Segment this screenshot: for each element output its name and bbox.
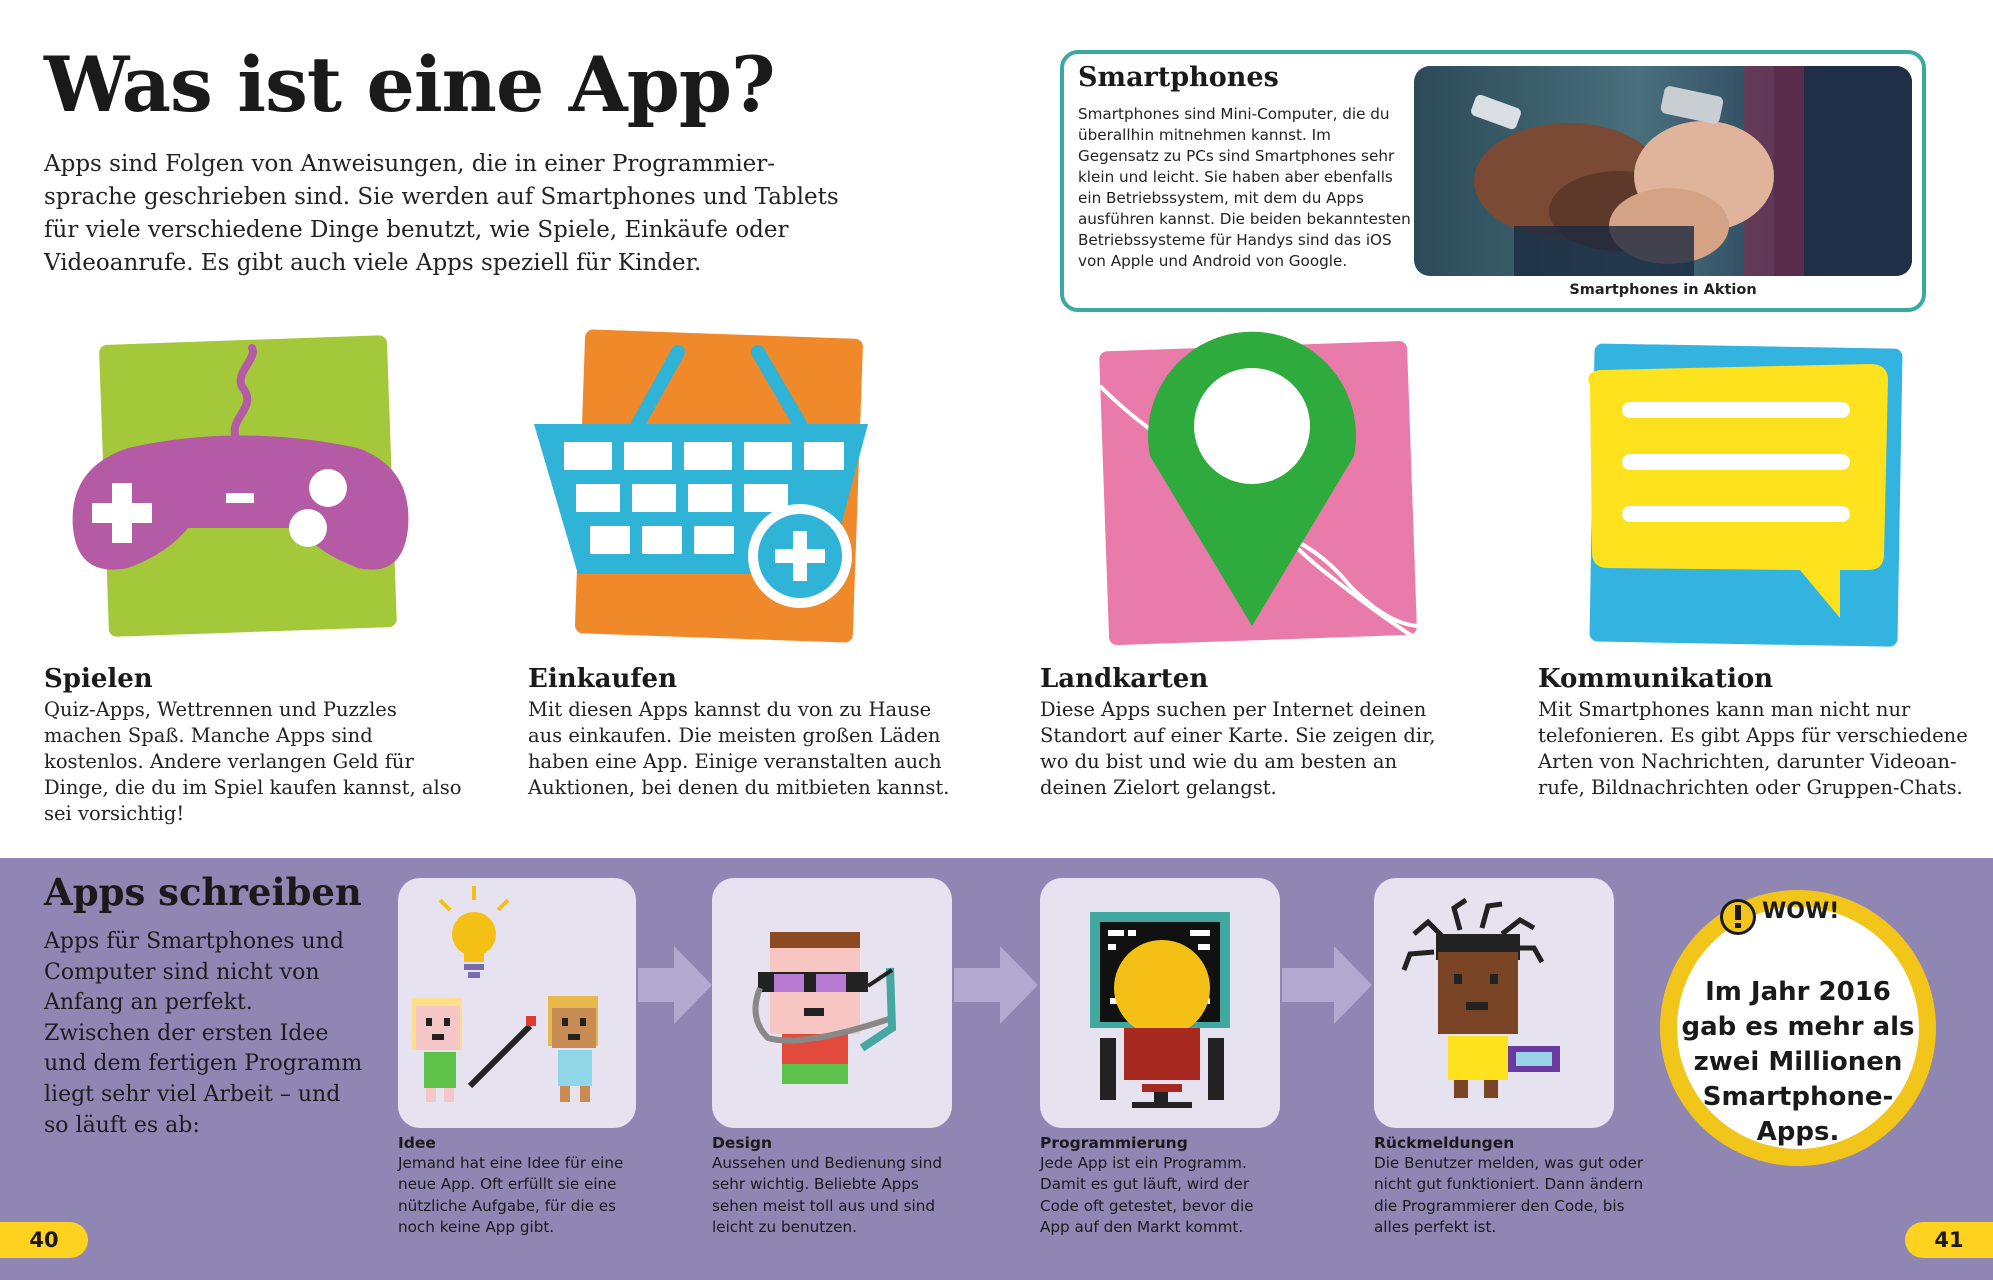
step-title-idee: Idee (398, 1134, 436, 1152)
designer-icon (712, 878, 952, 1128)
step-text-idee: Jemand hat eine Idee für eine neue App. Oft erfüllt sie eine nützliche Aufgabe, für die es noch keine App gibt. (398, 1154, 624, 1236)
step-card-idee (398, 878, 636, 1128)
page-number-right: 41 (1905, 1222, 1993, 1258)
step-text-programmierung: Jede App ist ein Programm. Damit es gut läuft, wird der Code oft getestet, bevor die App auf den Markt kommt. (1040, 1154, 1254, 1236)
smartphones-text: Smartphones sind Mini-Computer, die du überallhin mitnehmen kannst. Im Gegensatz zu PCs sind Smartphones sehr klein und leicht. Sie haben aber ebenfalls ein Betriebssystem, mit dem du Apps ausführen kannst. Die beiden bekanntesten Betriebssysteme für Handys sind das iOS von Apple und Android von Google. (1078, 105, 1411, 270)
category-title-spielen: Spielen (44, 664, 153, 694)
apps-schreiben-heading: Apps schreiben (44, 870, 362, 914)
step-text-design: Aussehen und Bedienung sind sehr wichtig. Beliebte Apps sehen meist toll aus und sind leicht zu benutzen. (712, 1154, 943, 1236)
step-text-rueckmeldungen: Die Benutzer melden, was gut oder nicht gut funktioniert. Dann ändern die Programmierer den Code, bis alles perfekt ist. (1374, 1154, 1644, 1236)
category-text-landkarten: Diese Apps suchen per Internet deinen Standort auf einer Karte. Sie zeigen dir, wo du bist und wie du am besten an deinen Zielort gelangst. (1040, 698, 1436, 799)
step-card-programmierung (1040, 878, 1280, 1128)
smartphones-box (1060, 50, 1926, 312)
category-title-einkaufen: Einkaufen (528, 664, 677, 694)
step-card-design (712, 878, 952, 1128)
arrow-right-icon (638, 940, 714, 1034)
step-title-programmierung: Programmierung (1040, 1134, 1188, 1152)
wow-badge-text: WOW! (1762, 899, 1840, 924)
smartphones-heading: Smartphones (1078, 62, 1279, 93)
category-text-kommunikation: Mit Smartphones kann man nicht nur telefonieren. Es gibt Apps für verschiedene Arten von Nachrichten, darunter Videoan-rufe, Bildnachrichten oder Gruppen-Chats. (1538, 698, 1968, 799)
step-title-design: Design (712, 1134, 773, 1152)
category-text-spielen: Quiz-Apps, Wettrennen und Puzzles machen Spaß. Manche Apps sind kostenlos. Andere verlangen Geld für Dinge, die du im Spiel kaufen kannst, also sei vorsichtig! (44, 698, 462, 825)
arrow-right-icon (954, 940, 1040, 1034)
page-title: Was ist eine App? (44, 40, 775, 129)
chat-bubble-icon (1570, 336, 1910, 654)
category-text-einkaufen: Mit diesen Apps kannst du von zu Hause aus einkaufen. Die meisten großen Läden haben eine App. Einige veranstalten auch Auktionen, bei denen du mitbieten kannst. (528, 698, 950, 799)
map-pin-icon (1090, 326, 1430, 656)
lightbulb-icon (398, 878, 636, 1128)
shopping-basket-icon (528, 324, 888, 646)
step-card-rueckmeldungen (1374, 878, 1614, 1128)
category-title-kommunikation: Kommunikation (1538, 664, 1774, 694)
apps-schreiben-text: Apps für Smartphones und Computer sind nicht von Anfang an perfekt. Zwischen der ersten Idee und dem fertigen Programm liegt sehr viel Arbeit – und so läuft es ab: (44, 929, 363, 1138)
smartphones-photo (1414, 66, 1912, 276)
category-title-landkarten: Landkarten (1040, 664, 1209, 694)
step-title-rueckmeldungen: Rückmeldungen (1374, 1134, 1515, 1152)
wow-text: Im Jahr 2016 gab es mehr als zwei Millionen Smartphone-Apps. (1681, 977, 1915, 1147)
intro-text: Apps sind Folgen von Anweisungen, die in einer Programmier-sprache geschrieben sind. Sie werden auf Smartphones und Tablets für viele verschiedene Dinge benutzt, wie Spiele, Einkäufe oder Videoanrufe. Es gibt auch viele Apps speziell für Kinder. (44, 151, 839, 276)
page-number-left: 40 (0, 1222, 88, 1258)
gamepad-icon (68, 328, 422, 650)
feedback-icon (1374, 878, 1614, 1128)
wow-label (1718, 895, 1868, 935)
programmer-icon (1040, 878, 1280, 1128)
arrow-right-icon (1282, 940, 1374, 1034)
photo-caption: Smartphones in Aktion (1569, 282, 1757, 298)
